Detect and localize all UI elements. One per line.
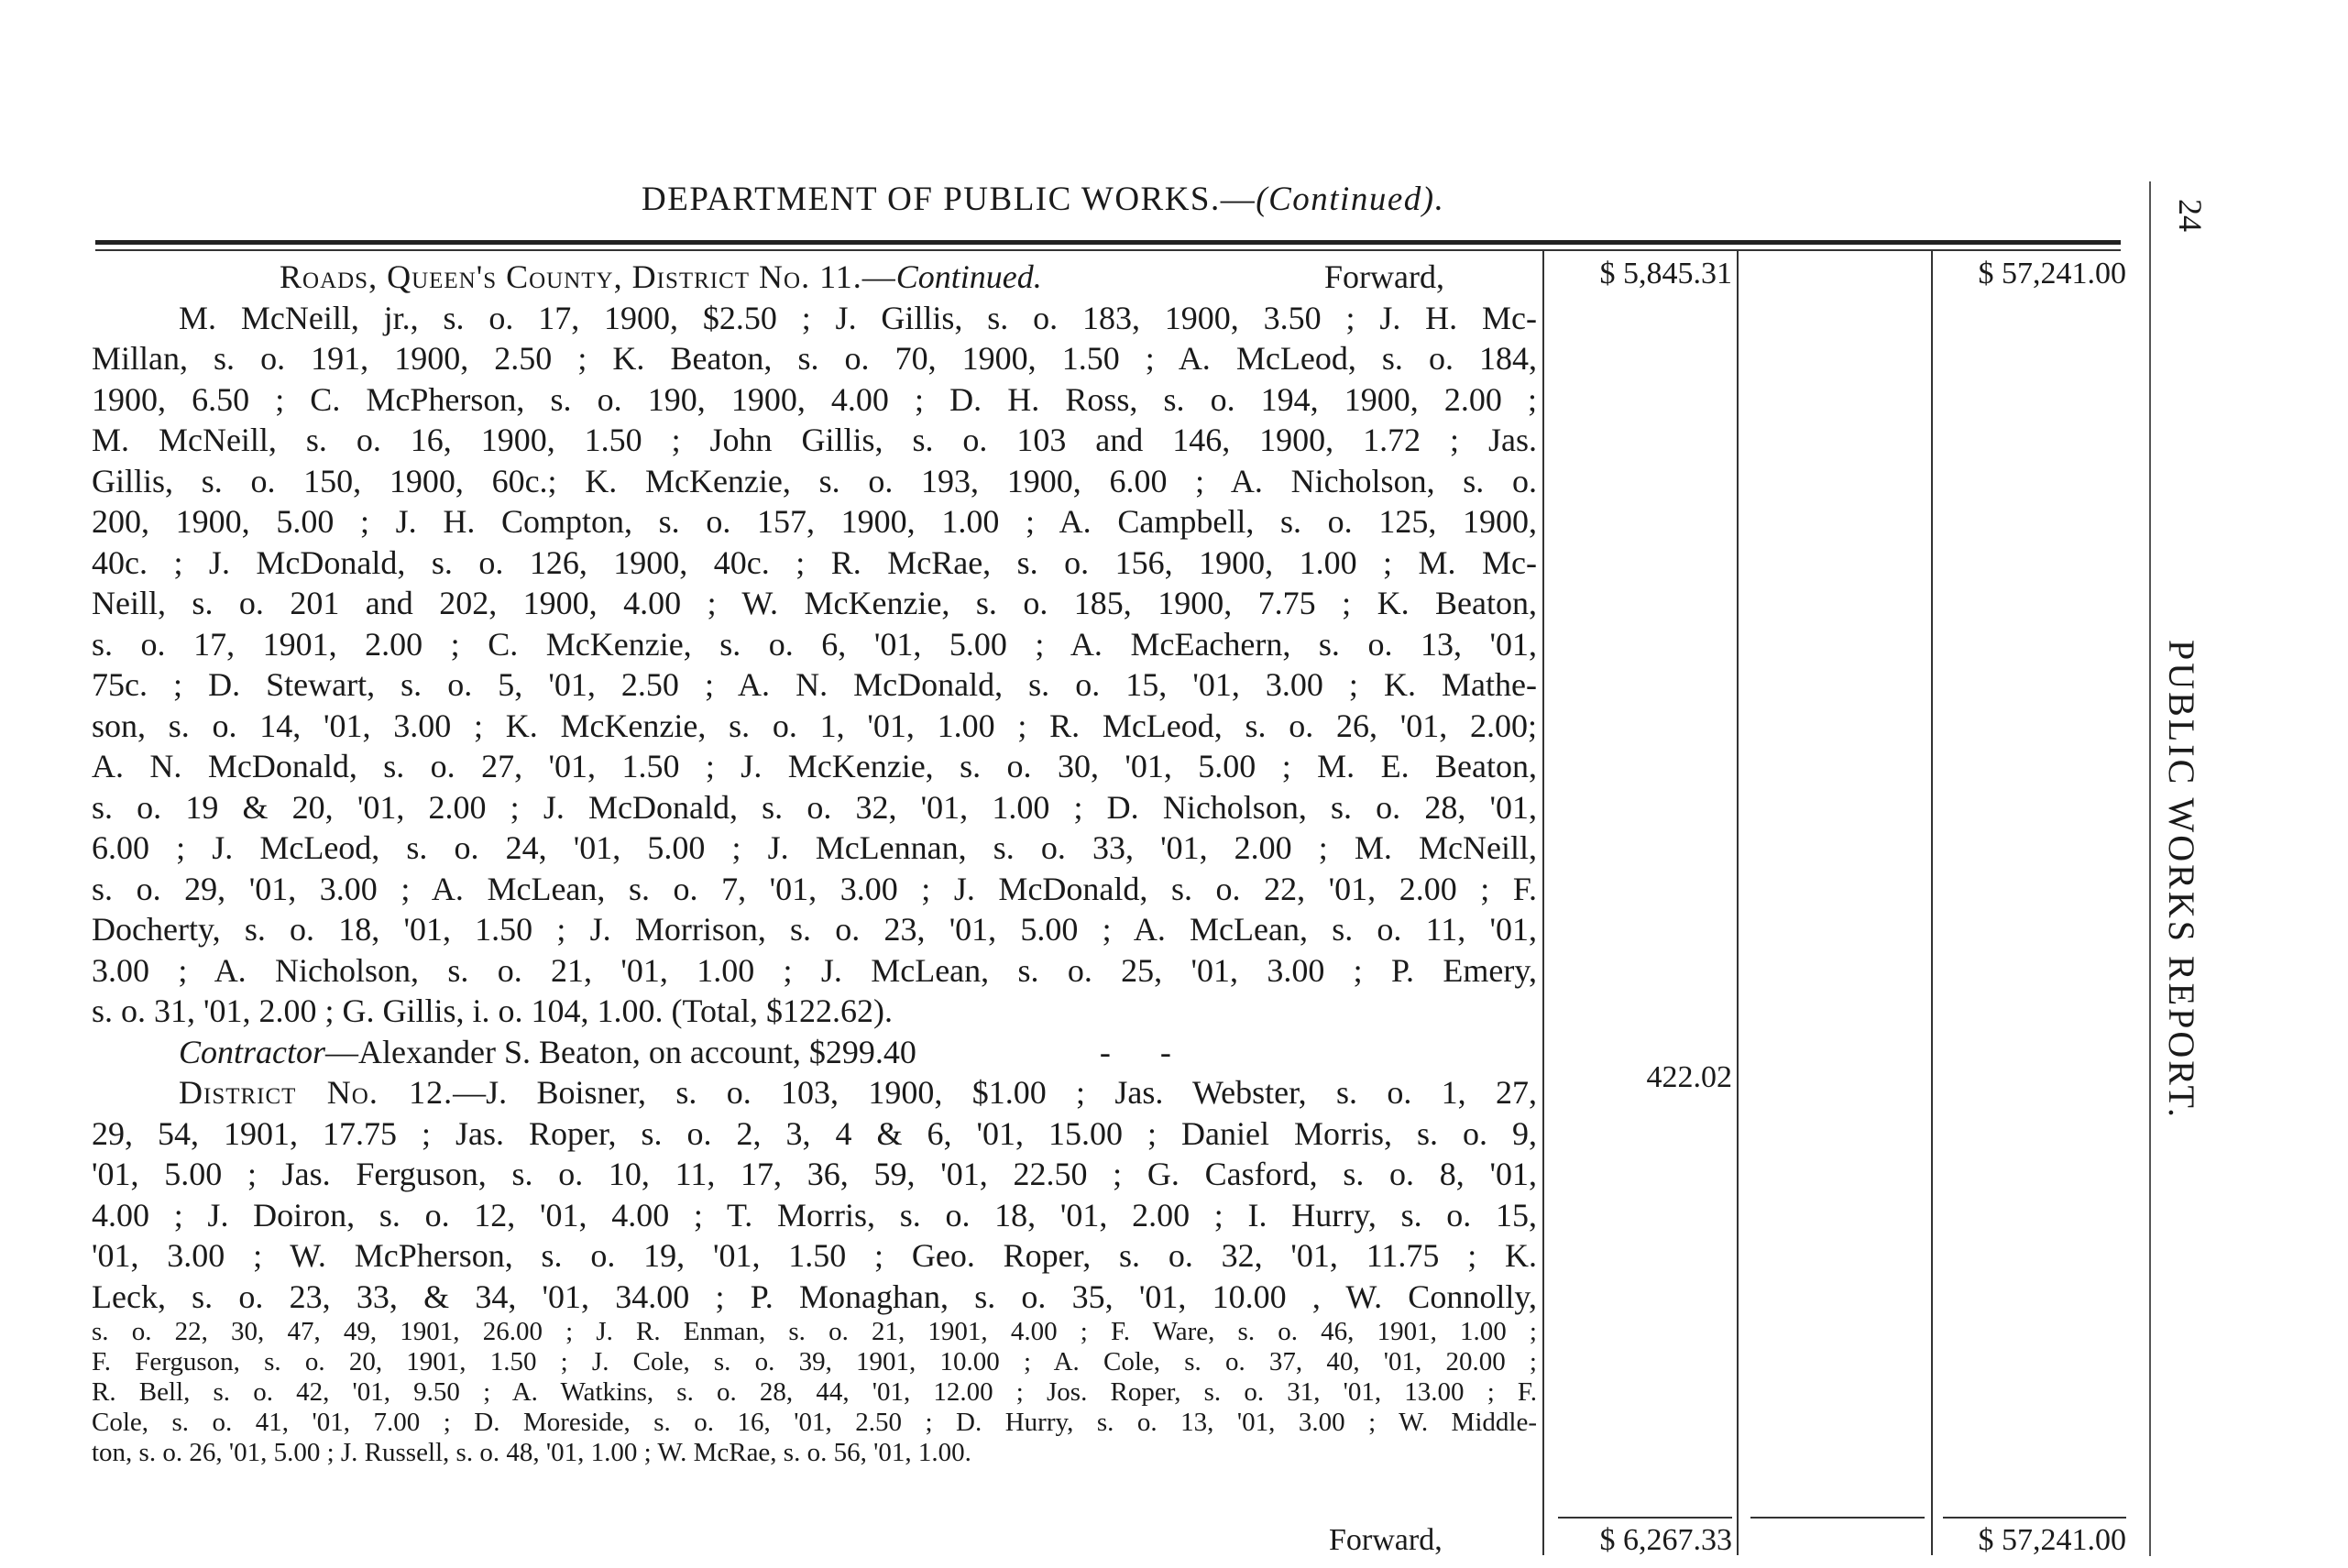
running-title: PUBLIC WORKS REPORT. (2161, 640, 2202, 1120)
margin-rule (2149, 181, 2151, 1556)
forward-label: Forward, (1324, 258, 1444, 295)
contractor-amount: 422.02 (1646, 1060, 1732, 1094)
total-rule-col2 (1750, 1517, 1925, 1519)
ledger-text (92, 257, 1537, 1468)
section-heading-caps: Roads, Queen's County, District No. 11.— (280, 258, 896, 295)
district11-line: Neill, s. o. 201 and 202, 1900, 4.00 ; W. McKenzie, s. o. 185, 1900, 7.75 ; K. Beaton, (92, 585, 1537, 621)
district12-line: '01, 5.00 ; Jas. Ferguson, s. o. 10, 11, 17, 36, 59, '01, 22.50 ; G. Casford, s. o. 8, '01, (92, 1156, 1537, 1192)
district12-first-text: —J. Boisner, s. o. 103, 1900, $1.00 ; Jas. Webster, s. o. 1, 27, (453, 1074, 1538, 1111)
district12-line: '01, 3.00 ; W. McPherson, s. o. 19, '01, 1.50 ; Geo. Roper, s. o. 32, '01, 11.75 ; K. (92, 1237, 1537, 1274)
district11-line: s. o. 17, 1901, 2.00 ; C. McKenzie, s. o. 6, '01, 5.00 ; A. McEachern, s. o. 13, '01, (92, 625, 1537, 663)
section-heading-italic: Continued. (895, 258, 1042, 295)
district11-line: 75c. ; D. Stewart, s. o. 5, '01, 2.50 ; A. N. McDonald, s. o. 15, '01, 3.00 ; K. Mathe- (92, 666, 1537, 703)
bottom-amount-col1: $ 6,267.33 (1599, 1523, 1732, 1557)
district11-line: Millan, s. o. 191, 1900, 2.50 ; K. Beaton, s. o. 70, 1900, 1.50 ; A. McLeod, s. o. 184, (92, 340, 1537, 377)
district12-small-line: ton, s. o. 26, '01, 5.00 ; J. Russell, s. o. 48, '01, 1.00 ; W. McRae, s. o. 56, '01, 1.00. (92, 1438, 971, 1467)
district12-line (92, 1072, 1537, 1113)
total-rule-col1 (1558, 1517, 1732, 1519)
district11-line: 200, 1900, 5.00 ; J. H. Compton, s. o. 157, 1900, 1.00 ; A. Campbell, s. o. 125, 1900, (92, 503, 1537, 540)
district11-line: son, s. o. 14, '01, 3.00 ; K. McKenzie, s. o. 1, '01, 1.00 ; R. McLeod, s. o. 26, '01, 2.00; (92, 707, 1537, 744)
district11-line: M. McNeill, jr., s. o. 17, 1900, $2.50 ; J. Gillis, s. o. 183, 1900, 3.50 ; J. H. Mc- (179, 299, 1537, 336)
district12-line: Leck, s. o. 23, 33, & 34, '01, 34.00 ; P. Monaghan, s. o. 35, '01, 10.00 , W. Connolly, (92, 1277, 1537, 1315)
district11-line: s. o. 31, '01, 2.00 ; G. Gillis, i. o. 104, 1.00. (Total, $122.62). (92, 992, 893, 1029)
contractor-line (92, 1032, 1537, 1073)
district12-small-line: s. o. 22, 30, 47, 49, 1901, 26.00 ; J. R. Enman, s. o. 21, 1901, 4.00 ; F. Ware, s. o. 46, 1901, 1.00 ; (92, 1317, 1537, 1346)
district11-line: 3.00 ; A. Nicholson, s. o. 21, '01, 1.00 ; J. McLean, s. o. 25, '01, 3.00 ; P. Emery, (92, 951, 1537, 989)
column-divider-1 (1542, 249, 1544, 1555)
forward-amount-col1: $ 5,845.31 (1599, 257, 1732, 291)
page-title (642, 180, 1444, 219)
contractor-text: —Alexander S. Beaton, on account, $299.40 (325, 1033, 916, 1070)
district12-heading: District No. 12. (179, 1074, 454, 1111)
district12-small-line: Cole, s. o. 41, '01, 7.00 ; D. Moreside, s. o. 16, '01, 2.50 ; D. Hurry, s. o. 13, '01, 3.00 ; W. Middle- (92, 1408, 1537, 1437)
contractor-dashes: - - (1099, 1033, 1171, 1070)
district11-line: s. o. 29, '01, 3.00 ; A. McLean, s. o. 7, '01, 3.00 ; J. McDonald, s. o. 22, '01, 2.00 ; F. (92, 870, 1537, 907)
header-rule (95, 249, 2121, 251)
district11-line: 40c. ; J. McDonald, s. o. 126, 1900, 40c. ; R. McRae, s. o. 156, 1900, 1.00 ; M. Mc- (92, 543, 1537, 581)
district11-line: 6.00 ; J. McLeod, s. o. 24, '01, 5.00 ; J. McLennan, s. o. 33, '01, 2.00 ; M. McNeill, (92, 829, 1537, 866)
bottom-amount-col3: $ 57,241.00 (1978, 1523, 2126, 1557)
header-double-rule (95, 240, 2121, 245)
column-divider-2 (1737, 249, 1739, 1555)
district11-line: Gillis, s. o. 150, 1900, 60c.; K. McKenzie, s. o. 193, 1900, 6.00 ; A. Nicholson, s. o. (92, 462, 1537, 499)
district11-line: s. o. 19 & 20, '01, 2.00 ; J. McDonald, s. o. 32, '01, 1.00 ; D. Nicholson, s. o. 28, '01, (92, 788, 1537, 826)
footer-forward-label: Forward, (1329, 1523, 1443, 1557)
district11-line: M. McNeill, s. o. 16, 1900, 1.50 ; John Gillis, s. o. 103 and 146, 1900, 1.72 ; Jas. (92, 422, 1537, 458)
page-title-continued: (Continued). (1256, 181, 1445, 218)
total-rule-col3 (1943, 1517, 2126, 1519)
district12-line: 4.00 ; J. Doiron, s. o. 12, '01, 4.00 ; T. Morris, s. o. 18, '01, 2.00 ; I. Hurry, s. o. 15, (92, 1196, 1537, 1234)
district11-line: Docherty, s. o. 18, '01, 1.50 ; J. Morrison, s. o. 23, '01, 5.00 ; A. McLean, s. o. 11, '01, (92, 911, 1537, 948)
contractor-label: Contractor (179, 1033, 326, 1070)
district12-small-line: R. Bell, s. o. 42, '01, 9.50 ; A. Watkins, s. o. 28, 44, '01, 12.00 ; Jos. Roper, s. o. 31, '01, 13.00 ; F. (92, 1377, 1537, 1407)
section-heading (92, 257, 1537, 298)
page-number: 24 (2172, 199, 2209, 232)
district12-small-line: F. Ferguson, s. o. 20, 1901, 1.50 ; J. Cole, s. o. 39, 1901, 10.00 ; A. Cole, s. o. 37, 40, '01, 20.00 ; (92, 1347, 1537, 1376)
forward-amount-col3: $ 57,241.00 (1978, 257, 2126, 291)
district11-line: 1900, 6.50 ; C. McPherson, s. o. 190, 1900, 4.00 ; D. H. Ross, s. o. 194, 1900, 2.00 ; (92, 380, 1537, 418)
district12-line: 29, 54, 1901, 17.75 ; Jas. Roper, s. o. 2, 3, 4 & 6, '01, 15.00 ; Daniel Morris, s. o. 9, (92, 1114, 1537, 1152)
district11-line: A. N. McDonald, s. o. 27, '01, 1.50 ; J. McKenzie, s. o. 30, '01, 5.00 ; M. E. Beaton, (92, 748, 1537, 784)
column-divider-3 (1931, 249, 1933, 1555)
page-title-main: DEPARTMENT OF PUBLIC WORKS.— (642, 181, 1256, 218)
